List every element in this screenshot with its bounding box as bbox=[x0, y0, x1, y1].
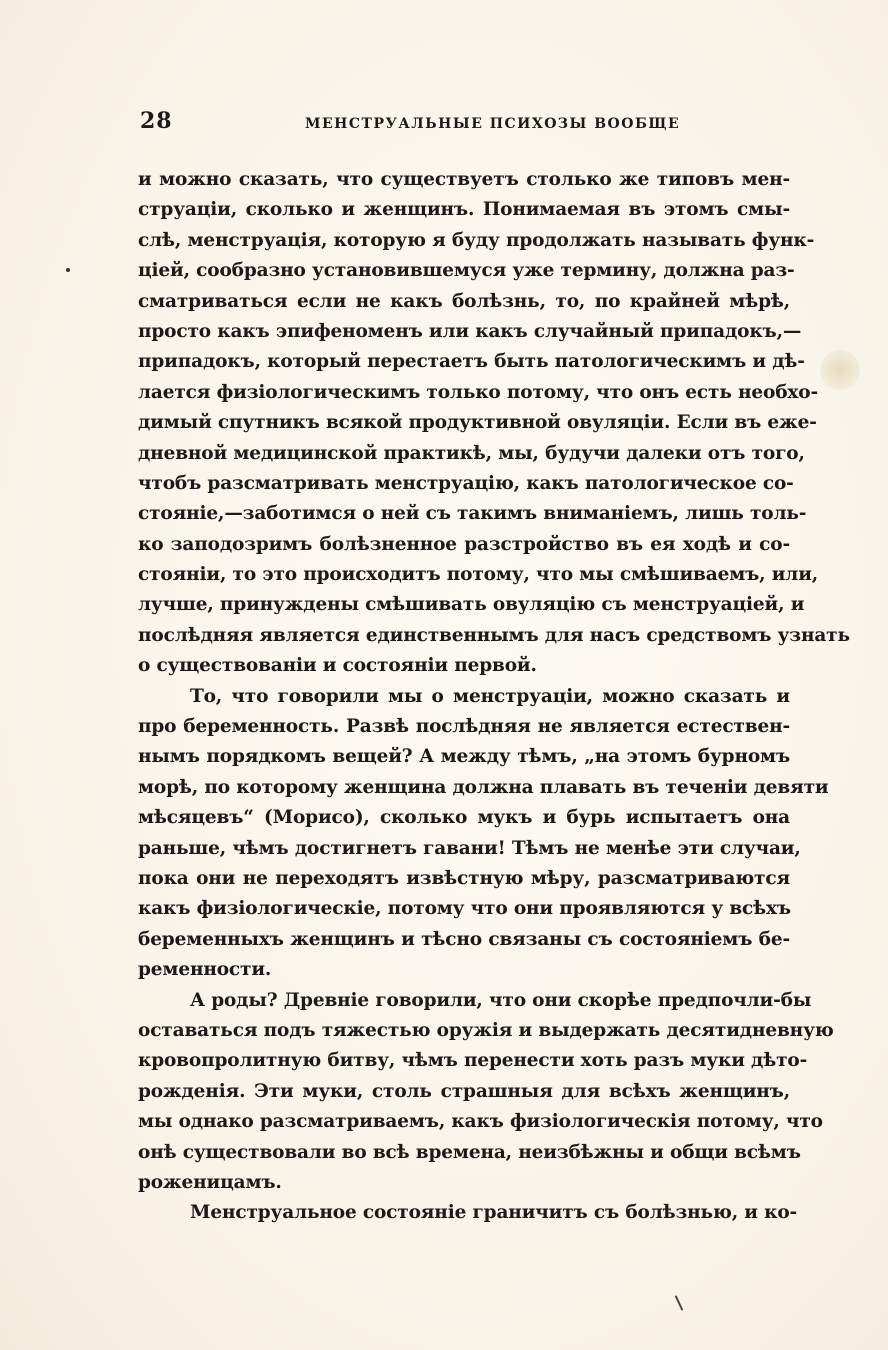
text-line: просто какъ эпифеноменъ или какъ случайный припадокъ,— bbox=[138, 320, 802, 342]
body-text bbox=[138, 165, 850, 1229]
text-line: сматриваться если не какъ болѣзнь, то, по крайней мѣрѣ, bbox=[138, 290, 790, 312]
paragraph-end-line: роженицамъ. bbox=[138, 1171, 282, 1193]
running-head bbox=[140, 108, 790, 138]
text-line: онѣ существовали во всѣ времена, неизбѣжны и общи всѣмъ bbox=[138, 1141, 801, 1163]
text-line: нымъ порядкомъ вещей? А между тѣмъ, „на этомъ бурномъ bbox=[138, 746, 790, 768]
paper-stain bbox=[820, 350, 860, 390]
text-line: дневной медицинской практикѣ, мы, будучи далеки отъ того, bbox=[138, 442, 805, 464]
text-line: про беременность. Развѣ послѣдняя не является естествен- bbox=[138, 716, 790, 738]
text-line: ціей, сообразно установившемуся уже термину, должна раз- bbox=[138, 260, 795, 282]
text-line: лается физіологическимъ только потому, что онъ есть необхо- bbox=[138, 381, 819, 403]
paragraph-start-line: Менструальное состояніе граничитъ съ болѣзнью, и ко- bbox=[190, 1202, 798, 1224]
text-line: какъ физіологическіе, потому что они проявляются у всѣхъ bbox=[138, 898, 791, 920]
text-line: димый спутникъ всякой продуктивной овуляціи. Если въ еже- bbox=[138, 412, 817, 434]
text-line: лучше, принуждены смѣшивать овуляцію съ менструаціей, и bbox=[138, 594, 805, 616]
text-line: беременныхъ женщинъ и тѣсно связаны съ состояніемъ бе- bbox=[138, 928, 790, 950]
text-line: стояніе,—заботимся о ней съ такимъ вниманіемъ, лишь толь- bbox=[138, 503, 807, 525]
text-line: слѣ, менструація, которую я буду продолжать называть функ- bbox=[138, 229, 815, 251]
text-line: стояніи, то это происходитъ потому, что мы смѣшиваемъ, или, bbox=[138, 564, 819, 586]
paragraph-end-line: о существованіи и состояніи первой. bbox=[138, 655, 537, 677]
text-line: послѣдняя является единственнымъ для насъ средствомъ узнать bbox=[138, 624, 850, 646]
text-line: оставаться подъ тяжестью оружія и выдержать десятидневную bbox=[138, 1019, 834, 1041]
page-number: 28 bbox=[140, 108, 173, 134]
text-line: припадокъ, который перестаетъ быть патологическимъ и дѣ- bbox=[138, 351, 805, 373]
paragraph-start-line: То, что говорили мы о менструаціи, можно сказать и bbox=[190, 685, 790, 707]
text-line: рожденія. Эти муки, столь страшныя для всѣхъ женщинъ, bbox=[138, 1080, 790, 1102]
text-line: морѣ, по которому женщина должна плавать въ теченіи девяти bbox=[138, 776, 829, 798]
paragraph-start-line: А роды? Древніе говорили, что они скорѣе предпочли-бы bbox=[190, 989, 812, 1011]
text-line: чтобъ разсматривать менструацію, какъ патологическое со- bbox=[138, 472, 794, 494]
paragraph-end-line: ременности. bbox=[138, 959, 272, 981]
text-line: ко заподозримъ болѣзненное разстройство въ ея ходѣ и со- bbox=[138, 533, 790, 555]
text-line: раньше, чѣмъ достигнетъ гавани! Тѣмъ не менѣе эти случаи, bbox=[138, 837, 801, 859]
running-title: МЕНСТРУАЛЬНЫЕ ПСИХОЗЫ ВООБЩЕ bbox=[305, 116, 681, 132]
ink-speck bbox=[66, 268, 70, 272]
text-line: мѣсяцевъ“ (Морисо), сколько мукъ и бурь испытаетъ она bbox=[138, 807, 790, 829]
pencil-mark bbox=[675, 1295, 684, 1310]
text-line: пока они не переходятъ извѣстную мѣру, разсматриваются bbox=[138, 867, 790, 889]
text-line: кровопролитную битву, чѣмъ перенести хоть разъ муки дѣто- bbox=[138, 1050, 808, 1072]
text-line: и можно сказать, что существуетъ столько же типовъ мен- bbox=[138, 169, 790, 190]
text-line: струаціи, сколько и женщинъ. Понимаемая въ этомъ смы- bbox=[138, 199, 790, 221]
text-line: мы однако разсматриваемъ, какъ физіологическія потому, что bbox=[138, 1111, 823, 1133]
